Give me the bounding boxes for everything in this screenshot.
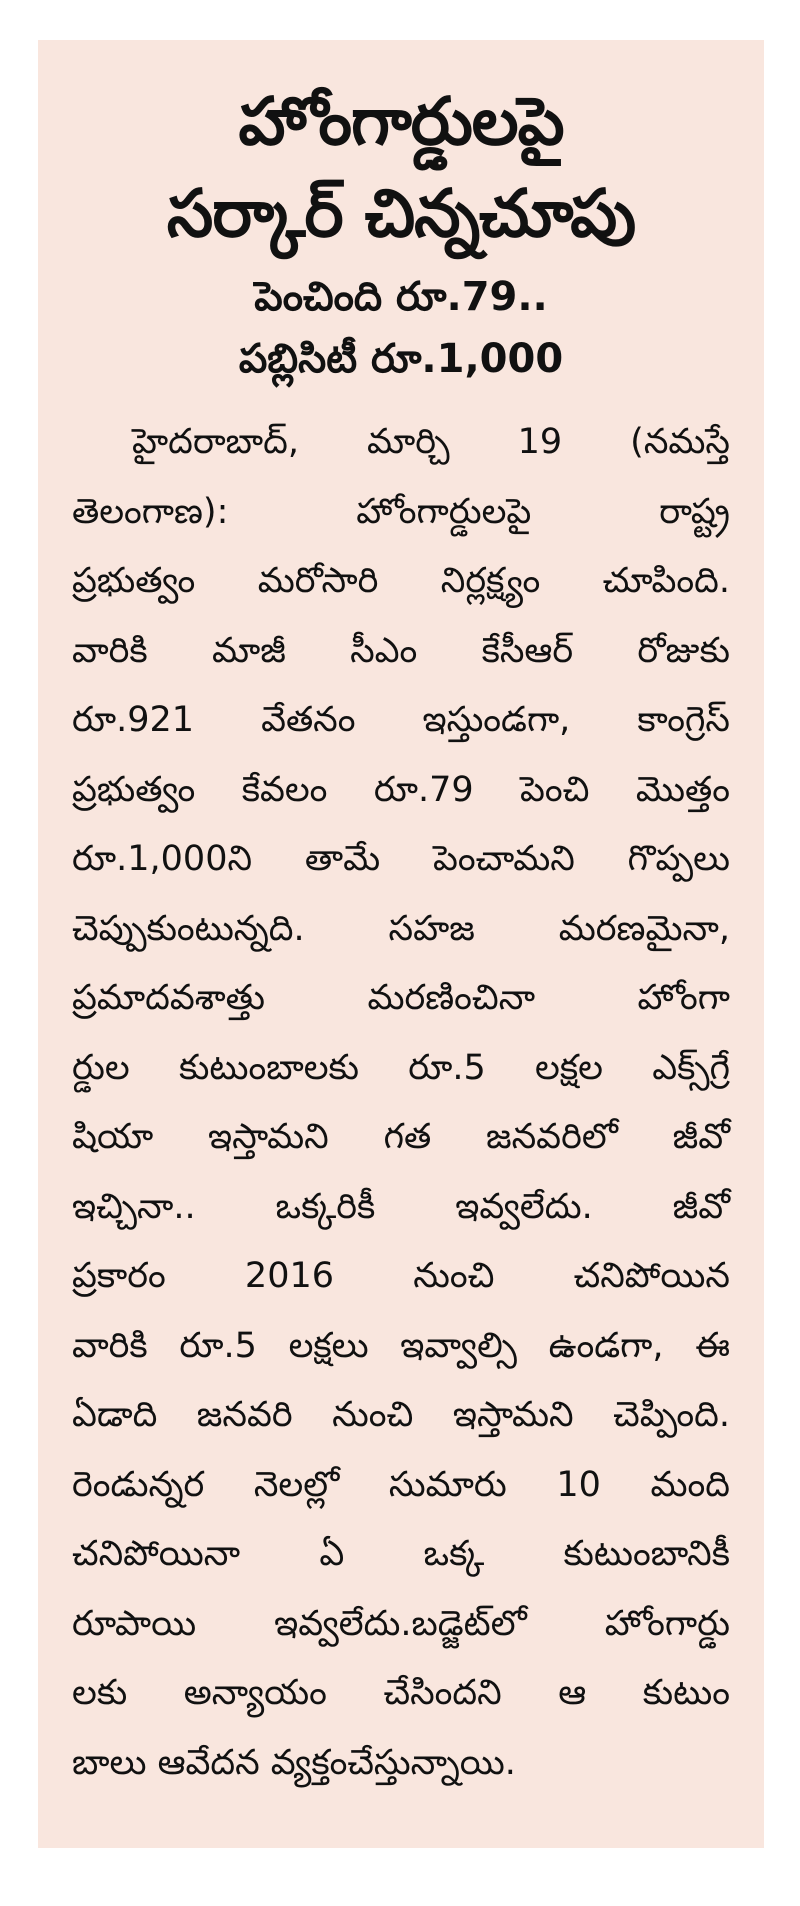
body-line: షియా ఇస్తామని గత జనవరిలో జీవో bbox=[72, 1117, 730, 1157]
body-line: ప్రమాదవశాత్తు మరణించినా హోంగా bbox=[72, 978, 730, 1018]
subheadline-line-1: పెంచింది రూ.79.. bbox=[254, 274, 548, 320]
body-line: చనిపోయినా ఏ ఒక్క కుటుంబానికీ bbox=[72, 1534, 730, 1574]
body-line: రూ.921 వేతనం ఇస్తుండగా, కాంగ్రెస్ bbox=[72, 700, 730, 740]
body-line: వారికి రూ.5 లక్షలు ఇవ్వాల్సి ఉండగా, ఈ bbox=[72, 1325, 730, 1366]
body-line: ప్రభుత్వం కేవలం రూ.79 పెంచి మొత్తం bbox=[72, 769, 730, 810]
body-line: వారికి మాజీ సీఎం కేసీఆర్ రోజుకు bbox=[72, 630, 730, 671]
body-line: ర్డుల కుటుంబాలకు రూ.5 లక్షల ఎక్స్‌గ్రే bbox=[72, 1047, 730, 1088]
news-clipping bbox=[38, 40, 764, 1848]
headline-line-1: హోంగార్డులపై bbox=[238, 83, 564, 160]
body-line: లకు అన్యాయం చేసిందని ఆ కుటుం bbox=[72, 1673, 730, 1713]
body-line: ప్రభుత్వం మరోసారి నిర్లక్ష్యం చూపింది. bbox=[72, 561, 730, 601]
body-line: బాలు ఆవేదన వ్యక్తంచేస్తున్నాయి. bbox=[72, 1742, 516, 1783]
body-line: రూ.1,000ని తామే పెంచామని గొప్పలు bbox=[72, 839, 730, 879]
body-line: ఏడాది జనవరి నుంచి ఇస్తామని చెప్పింది. bbox=[72, 1395, 730, 1435]
body-line: ఇచ్చినా.. ఒక్కరికీ ఇవ్వలేదు. జీవో bbox=[72, 1186, 730, 1227]
body-line: హైదరాబాద్, మార్చి 19 (నమస్తే bbox=[132, 422, 730, 462]
headline-line-2: సర్కార్ చిన్నచూపు bbox=[166, 175, 636, 252]
body-line: తెలంగాణ): హోంగార్డులపై రాష్ట్ర bbox=[72, 491, 730, 532]
body-line: చెప్పుకుంటున్నది. సహజ మరణమైనా, bbox=[72, 908, 730, 949]
body-line: రెండున్నర నెలల్లో సుమారు 10 మంది bbox=[72, 1464, 730, 1505]
article-body bbox=[72, 408, 730, 1798]
subheadline-line-2: పబ్లిసిటీ రూ.1,000 bbox=[238, 336, 564, 382]
body-line: ప్రకారం 2016 నుంచి చనిపోయిన bbox=[72, 1256, 730, 1296]
body-line: రూపాయి ఇవ్వలేదు.బడ్జెట్‌లో హోంగార్డు bbox=[72, 1603, 730, 1644]
